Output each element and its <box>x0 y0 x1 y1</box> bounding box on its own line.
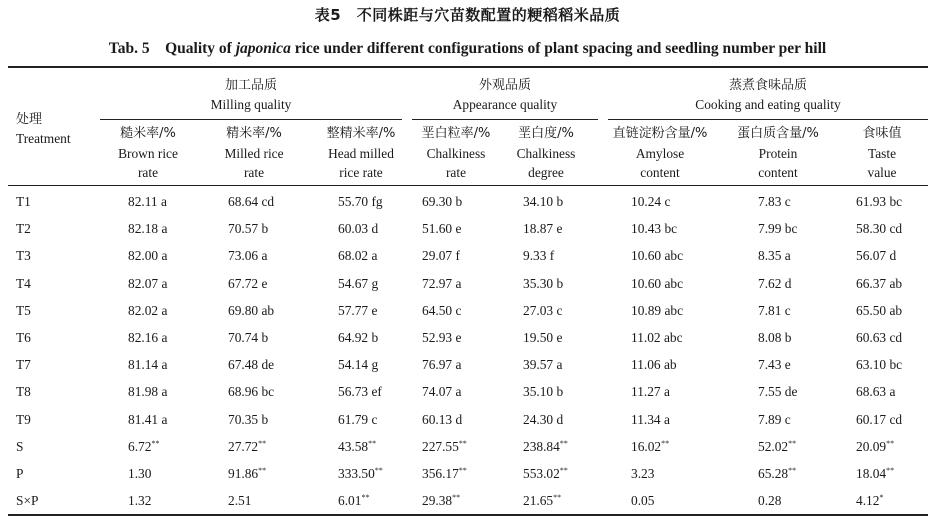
group-header <box>608 76 928 114</box>
cell-value: 61.93 bc <box>856 194 903 209</box>
column-header-en1: Taste <box>867 145 897 161</box>
column-header <box>88 124 208 183</box>
cell-value: 70.35 b <box>228 411 269 427</box>
table-cell <box>128 274 167 293</box>
cell-value: 67.72 e <box>228 275 268 291</box>
row-treatment-label: T5 <box>16 302 31 318</box>
row-treatment-label: T7 <box>16 357 31 373</box>
significance-mark: ** <box>553 493 562 503</box>
table-cell <box>523 219 562 238</box>
table-cell <box>128 491 151 510</box>
column-header-en2: degree <box>528 165 564 180</box>
table-cell <box>338 219 378 238</box>
milling-group-rule <box>100 119 402 120</box>
table-cell <box>228 464 266 483</box>
table-cell <box>422 219 461 238</box>
table-cell <box>631 192 670 211</box>
cell-value: 63.10 bc <box>856 357 903 373</box>
cell-value: 19.50 e <box>523 330 563 345</box>
significance-mark: ** <box>788 438 797 448</box>
row-treatment-label: T6 <box>16 330 31 345</box>
significance-mark: ** <box>788 466 797 475</box>
cell-value: 91.86 <box>228 466 259 481</box>
cell-value: 82.02 a <box>128 302 168 318</box>
column-header-cn: 垩白粒率/% <box>421 126 491 141</box>
table-cell <box>228 274 267 293</box>
group-header-cn: 外观品质 <box>478 78 531 93</box>
cell-value: 16.02 <box>631 438 662 454</box>
column-header-en2: rice rate <box>339 165 383 180</box>
cell-value: 20.09 <box>856 438 887 454</box>
cell-value: 7.81 c <box>758 302 791 318</box>
top-rule <box>8 66 928 68</box>
cell-value: 82.16 a <box>128 330 168 345</box>
group-header-en: Cooking and eating quality <box>695 97 841 112</box>
cell-value: 34.10 b <box>523 194 564 209</box>
cell-value: 10.60 abc <box>631 275 684 291</box>
table-cell <box>338 437 376 456</box>
cell-value: 10.60 abc <box>631 248 684 264</box>
group-header-cn: 加工品质 <box>224 78 277 93</box>
cell-value: 73.06 a <box>228 248 268 264</box>
column-header-cn: 精米率/% <box>226 126 282 141</box>
cell-value: 69.30 b <box>422 194 463 209</box>
cell-value: 52.93 e <box>422 330 462 345</box>
table-cell <box>631 246 683 265</box>
table-cell <box>523 328 562 347</box>
row-treatment-label: T9 <box>16 411 31 427</box>
column-header-cn: 垩白度/% <box>518 126 574 141</box>
cell-value: 3.23 <box>631 466 655 481</box>
cell-value: 1.32 <box>128 493 152 509</box>
cell-value: 81.98 a <box>128 384 168 400</box>
table-cell <box>856 437 894 456</box>
table-cell <box>128 355 167 374</box>
cell-value: 21.65 <box>523 493 554 509</box>
table-cell <box>856 464 894 483</box>
column-header-cn: 食味值 <box>862 126 902 141</box>
cell-value: 333.50 <box>338 466 375 481</box>
cell-value: 82.18 a <box>128 221 168 237</box>
cell-value: 60.63 cd <box>856 330 903 345</box>
significance-mark: ** <box>452 493 461 503</box>
cell-value: 65.28 <box>758 466 789 481</box>
table-cell <box>758 328 791 347</box>
table-cell <box>523 382 563 401</box>
group-header-en: Milling quality <box>210 97 292 112</box>
cell-value: 58.30 cd <box>856 221 903 237</box>
column-header-en1: Amylose <box>635 145 685 161</box>
cell-value: 69.80 ab <box>228 302 275 318</box>
cell-value: 74.07 a <box>422 384 462 400</box>
table-cell <box>422 192 462 211</box>
table-cell <box>856 219 902 238</box>
table-title-en <box>0 36 935 58</box>
treatment-header-en: Treatment <box>16 131 71 146</box>
column-header-en2: content <box>758 165 798 180</box>
column-header-en1: Brown rice <box>118 145 178 161</box>
table-cell <box>338 274 378 293</box>
significance-mark: * <box>879 493 884 503</box>
table-cell <box>631 410 670 429</box>
cell-value: 72.97 a <box>422 275 462 291</box>
table-cell <box>422 328 461 347</box>
table-cell <box>631 219 677 238</box>
table-cell <box>422 382 461 401</box>
table-cell <box>128 382 167 401</box>
group-header <box>100 76 402 114</box>
cell-value: 29.07 f <box>422 248 460 264</box>
cell-value: 52.02 <box>758 438 789 454</box>
significance-mark: ** <box>458 466 467 475</box>
cell-value: 60.17 cd <box>856 411 903 427</box>
table-cell <box>128 301 167 320</box>
table-cell <box>422 410 462 429</box>
column-header-en2: rate <box>137 165 159 180</box>
cell-value: 43.58 <box>338 438 369 454</box>
cell-value: 56.73 ef <box>338 384 382 400</box>
table-cell <box>523 274 563 293</box>
cell-value: 27.72 <box>228 438 259 454</box>
cell-value: 1.30 <box>128 466 152 481</box>
column-header <box>822 124 935 183</box>
table-cell <box>228 246 267 265</box>
table-cell <box>422 437 467 456</box>
cell-value: 39.57 a <box>523 357 563 373</box>
cell-value: 29.38 <box>422 493 453 509</box>
significance-mark: ** <box>361 493 370 503</box>
significance-mark: ** <box>258 466 267 475</box>
table-cell <box>856 192 902 211</box>
cell-value: 68.96 bc <box>228 384 275 400</box>
cell-value: 35.10 b <box>523 384 564 400</box>
table-cell <box>856 328 902 347</box>
cooking-group-rule <box>608 119 928 120</box>
cell-value: 227.55 <box>422 438 459 454</box>
cell-value: 7.55 de <box>758 384 798 400</box>
cell-value: 238.84 <box>523 438 560 454</box>
cell-value: 68.64 cd <box>228 194 275 209</box>
column-header <box>194 124 314 183</box>
table-cell <box>422 274 461 293</box>
cell-value: 11.27 a <box>631 384 670 400</box>
table-cell <box>523 301 562 320</box>
significance-mark: ** <box>886 466 895 475</box>
cell-value: 6.72 <box>128 438 152 454</box>
significance-mark: ** <box>374 466 383 475</box>
cell-value: 64.92 b <box>338 330 379 345</box>
table-cell <box>338 464 383 483</box>
row-treatment-label: S <box>16 438 24 454</box>
cell-value: 0.28 <box>758 493 782 509</box>
title-en-prefix: Tab. 5 Quality of <box>108 40 236 57</box>
cell-value: 7.89 c <box>758 411 791 427</box>
column-header-en2: content <box>640 165 680 180</box>
cell-value: 10.89 abc <box>631 302 684 318</box>
row-treatment-label: S×P <box>16 493 39 509</box>
table-cell <box>228 410 268 429</box>
table-cell <box>758 437 796 456</box>
table-cell <box>856 274 902 293</box>
column-header-en2: rate <box>243 165 265 180</box>
table-cell <box>422 355 461 374</box>
cell-value: 4.12 <box>856 493 880 509</box>
table-cell <box>338 246 377 265</box>
cell-value: 9.33 f <box>523 248 555 264</box>
significance-mark: ** <box>458 438 467 448</box>
table-cell <box>228 437 266 456</box>
table-cell <box>523 464 568 483</box>
table-cell <box>128 192 167 211</box>
table-cell <box>631 382 670 401</box>
table-cell <box>338 491 369 510</box>
group-header-en: Appearance quality <box>452 97 558 112</box>
table-cell <box>422 301 461 320</box>
cell-value: 35.30 b <box>523 275 564 291</box>
cell-value: 81.41 a <box>128 411 168 427</box>
column-header-cn: 蛋白质含量/% <box>737 126 819 141</box>
table-cell <box>758 192 791 211</box>
cell-value: 57.77 e <box>338 302 378 318</box>
cell-value: 24.30 d <box>523 411 564 427</box>
cell-value: 27.03 c <box>523 302 563 318</box>
table-cell <box>228 382 274 401</box>
table-cell <box>631 328 683 347</box>
cell-value: 66.37 ab <box>856 275 903 291</box>
cell-value: 81.14 a <box>128 357 168 373</box>
table-cell <box>338 328 378 347</box>
table-cell <box>228 355 274 374</box>
column-header-cn: 整精米率/% <box>326 126 396 141</box>
table-cell <box>758 274 791 293</box>
table-cell <box>631 437 669 456</box>
cell-value: 67.48 de <box>228 357 275 373</box>
table-cell <box>422 464 467 483</box>
table-cell <box>856 382 895 401</box>
column-header-cn: 糙米率/% <box>120 126 176 141</box>
table-title-cn: 表5 不同株距与穴苗数配置的粳稻稻米品质 <box>314 6 621 24</box>
table-cell <box>758 301 791 320</box>
significance-mark: ** <box>368 438 377 448</box>
cell-value: 356.17 <box>422 466 459 481</box>
cell-value: 18.87 e <box>523 221 563 237</box>
cell-value: 54.14 g <box>338 357 379 373</box>
column-header <box>718 124 838 183</box>
table-cell <box>523 246 554 265</box>
column-header-en1: Chalkiness <box>516 145 576 161</box>
table-cell <box>523 491 561 510</box>
column-header-cn: 直链淀粉含量/% <box>612 126 708 141</box>
table-cell <box>338 410 377 429</box>
table-cell <box>228 328 268 347</box>
table-cell <box>523 410 563 429</box>
significance-mark: ** <box>661 438 670 448</box>
cell-value: 2.51 <box>228 493 252 509</box>
bottom-rule <box>8 514 928 516</box>
cell-value: 7.99 bc <box>758 221 798 237</box>
significance-mark: ** <box>151 438 160 448</box>
cell-value: 82.00 a <box>128 248 168 264</box>
cell-value: 8.08 b <box>758 330 792 345</box>
row-treatment-label: T4 <box>16 275 31 291</box>
cell-value: 8.35 a <box>758 248 791 264</box>
cell-value: 64.50 c <box>422 302 462 318</box>
column-header-en1: Head milled <box>328 145 394 161</box>
table-cell <box>228 491 251 510</box>
table-cell <box>128 437 159 456</box>
table-cell <box>422 246 460 265</box>
table-cell <box>631 464 654 483</box>
table-cell <box>228 301 274 320</box>
table-cell <box>128 464 151 483</box>
table-cell <box>523 437 568 456</box>
table-cell <box>338 382 382 401</box>
appearance-group-rule <box>412 119 598 120</box>
cell-value: 553.02 <box>523 466 560 481</box>
table-cell <box>758 382 797 401</box>
table-cell <box>758 219 797 238</box>
cell-value: 60.13 d <box>422 411 463 427</box>
cell-value: 10.43 bc <box>631 221 678 237</box>
table-cell <box>523 192 563 211</box>
table-cell <box>128 328 167 347</box>
cell-value: 6.01 <box>338 493 362 509</box>
table-cell <box>758 410 791 429</box>
significance-mark: ** <box>258 438 267 448</box>
cell-value: 65.50 ab <box>856 302 903 318</box>
table-cell <box>338 355 378 374</box>
cell-value: 0.05 <box>631 493 655 509</box>
cell-value: 7.83 c <box>758 194 791 209</box>
significance-mark: ** <box>886 438 895 448</box>
table-cell <box>758 491 781 510</box>
header-bottom-rule <box>8 185 928 186</box>
table-cell <box>228 192 274 211</box>
table-cell <box>856 410 902 429</box>
column-header-en1: Chalkiness <box>426 145 486 161</box>
table-cell <box>856 491 883 510</box>
treatment-header-cn: 处理 <box>16 112 43 127</box>
cell-value: 82.07 a <box>128 275 168 291</box>
table-cell <box>631 274 683 293</box>
table-cell <box>128 246 167 265</box>
table-cell <box>758 464 796 483</box>
table-cell <box>631 355 677 374</box>
title-en-suffix: rice under different configurations of plant spacing and seedling number per hill <box>290 40 827 57</box>
title-en-italic: japonica <box>235 40 291 57</box>
column-header-en2: value <box>867 165 897 180</box>
table-cell <box>758 355 791 374</box>
row-treatment-label: P <box>16 466 24 481</box>
table-cell <box>523 355 562 374</box>
column-header-en2: rate <box>445 165 467 180</box>
table-cell <box>631 301 683 320</box>
table-cell <box>422 491 460 510</box>
table-cell <box>128 410 167 429</box>
cell-value: 76.97 a <box>422 357 462 373</box>
group-header-cn: 蒸煮食味品质 <box>728 78 807 93</box>
cell-value: 82.11 a <box>128 194 167 209</box>
cell-value: 11.34 a <box>631 411 670 427</box>
cell-value: 68.02 a <box>338 248 378 264</box>
cell-value: 51.60 e <box>422 221 462 237</box>
table-cell <box>856 301 902 320</box>
table-cell <box>228 219 268 238</box>
row-treatment-label: T1 <box>16 194 31 209</box>
cell-value: 61.79 c <box>338 411 378 427</box>
cell-value: 56.07 d <box>856 248 897 264</box>
cell-value: 55.70 fg <box>338 194 383 209</box>
cell-value: 11.02 abc <box>631 330 683 345</box>
table-cell <box>128 219 167 238</box>
column-header-en1: Milled rice <box>224 145 284 161</box>
cell-value: 54.67 g <box>338 275 379 291</box>
table-cell <box>631 491 654 510</box>
table-cell <box>338 301 377 320</box>
cell-value: 68.63 a <box>856 384 896 400</box>
table-cell <box>758 246 791 265</box>
cell-value: 7.43 e <box>758 357 791 373</box>
cell-value: 60.03 d <box>338 221 379 237</box>
cell-value: 7.62 d <box>758 275 792 291</box>
row-treatment-label: T8 <box>16 384 31 400</box>
column-header-en1: Protein <box>758 145 798 161</box>
group-header <box>412 76 598 114</box>
row-treatment-label: T3 <box>16 248 31 264</box>
row-treatment-label: T2 <box>16 221 31 237</box>
cell-value: 70.57 b <box>228 221 269 237</box>
table-cell <box>856 246 896 265</box>
cell-value: 18.04 <box>856 466 887 481</box>
column-header <box>486 124 606 183</box>
cell-value: 70.74 b <box>228 330 269 345</box>
cell-value: 11.06 ab <box>631 357 677 373</box>
table-cell <box>338 192 383 211</box>
column-header <box>600 124 720 183</box>
cell-value: 10.24 c <box>631 194 671 209</box>
table-cell <box>856 355 902 374</box>
treatment-header <box>16 110 71 148</box>
significance-mark: ** <box>559 466 568 475</box>
significance-mark: ** <box>559 438 568 448</box>
